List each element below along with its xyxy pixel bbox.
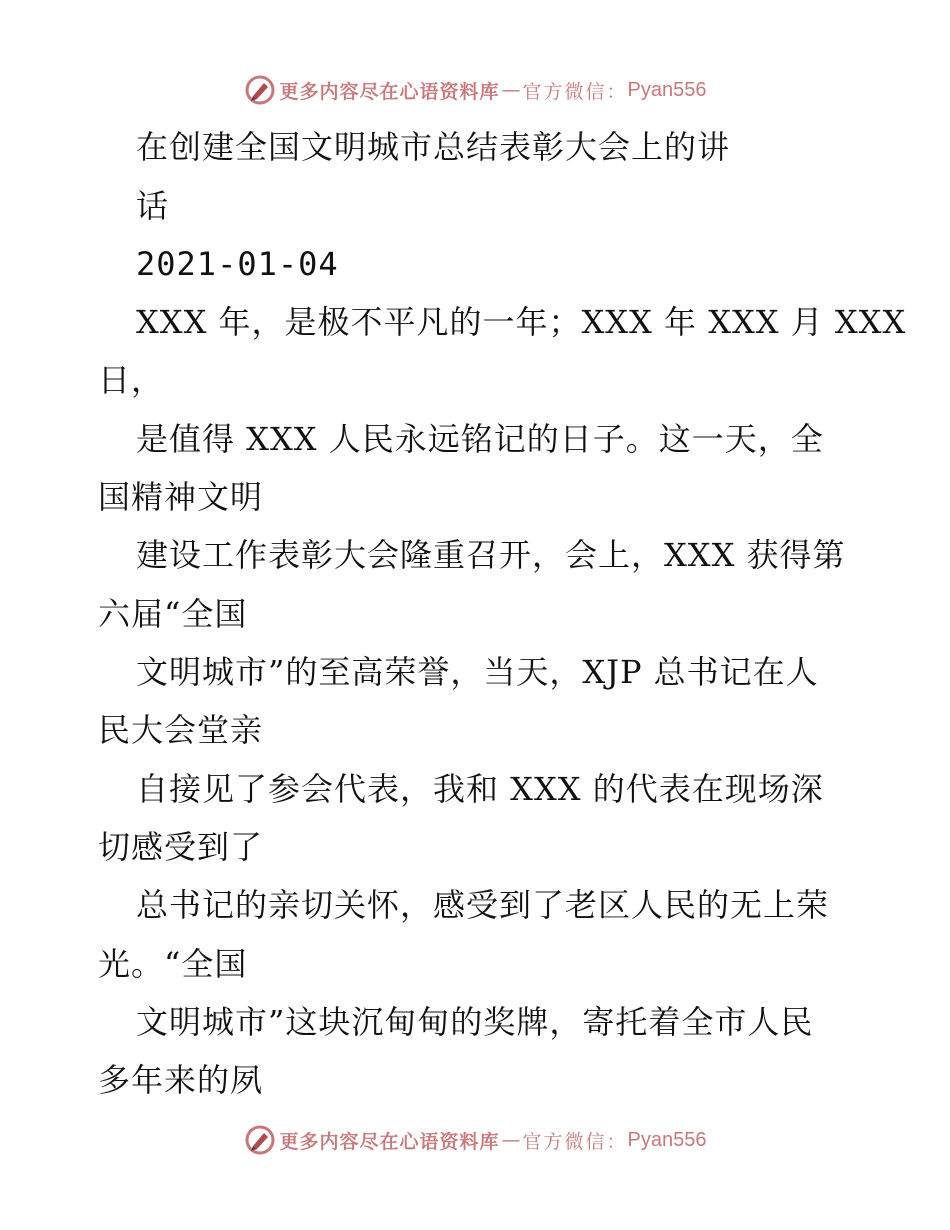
body-line: 六届“全国: [98, 595, 248, 633]
body-line: 自接见了参会代表，我和 XXX 的代表在现场深: [136, 770, 824, 808]
body-line: 文明城市”这块沉甸甸的奖牌，寄托着全市人民: [136, 1003, 814, 1041]
pen-logo-icon: [244, 1124, 276, 1156]
banner-main-text: 更多内容尽在心语资料库: [279, 1130, 500, 1153]
banner-wechat-id: Pyan556: [627, 1128, 707, 1151]
body-line: 切感受到了: [98, 828, 264, 866]
banner-dash: —: [501, 1129, 521, 1151]
body-line: 日，: [98, 361, 165, 399]
banner-wechat-label: 官方微信：: [522, 80, 628, 103]
banner-dash: —: [501, 79, 521, 101]
document-title-line-1: 在创建全国文明城市总结表彰大会上的讲: [136, 128, 731, 166]
body-line: 多年来的夙: [98, 1061, 264, 1099]
body-line: 建设工作表彰大会隆重召开，会上，XXX 获得第: [136, 536, 846, 574]
body-line: 是值得 XXX 人民永远铭记的日子。这一天，全: [136, 420, 824, 458]
document-title-line-2: 话: [136, 187, 170, 225]
footer-watermark-banner: [0, 1120, 950, 1160]
body-line: 民大会堂亲: [98, 711, 264, 749]
body-line: 总书记的亲切关怀，感受到了老区人民的无上荣: [136, 886, 830, 924]
body-line: 国精神文明: [98, 478, 264, 516]
banner-wechat-label: 官方微信：: [522, 1130, 628, 1153]
banner-main-text: 更多内容尽在心语资料库: [279, 80, 500, 103]
banner-wechat-id: Pyan556: [627, 78, 707, 101]
body-line: 文明城市”的至高荣誉，当天，XJP 总书记在人: [136, 653, 819, 691]
document-date: 2021-01-04: [136, 245, 339, 283]
body-line: XXX 年，是极不平凡的一年；XXX 年 XXX 月 XXX: [136, 303, 907, 341]
body-line: 光。“全国: [98, 945, 248, 983]
